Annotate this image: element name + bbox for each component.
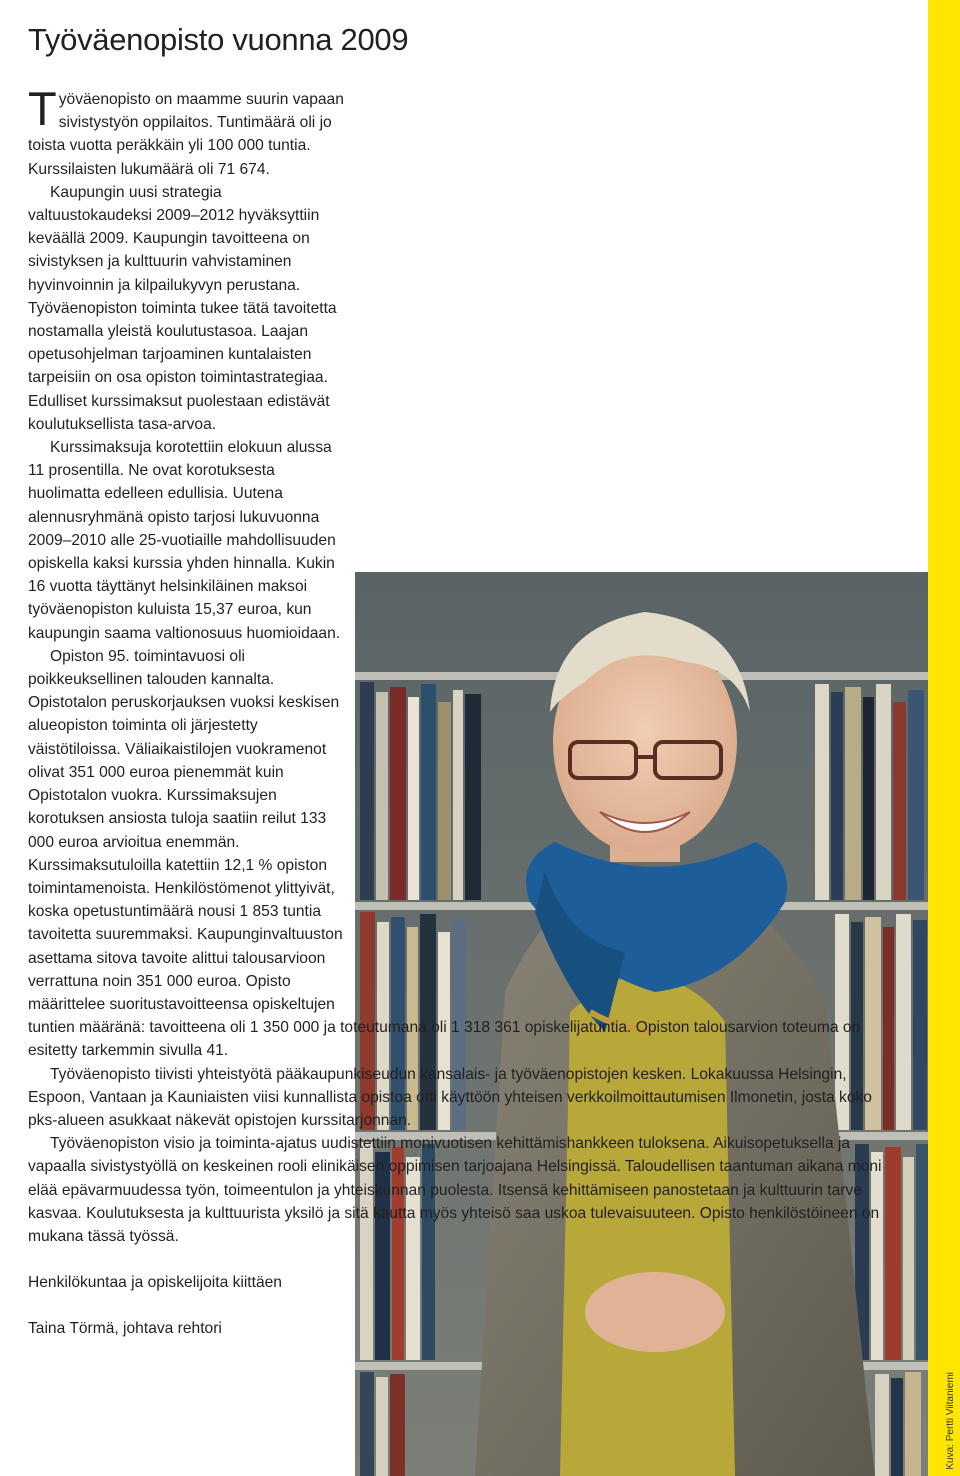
paragraph-strategy: Kaupungin uusi strategia valtuustokaudeksi 2009–2012 hyväksyttiin keväällä 2009. Kaupungin tavoitteena on sivistyksen ja kulttuurin vahvistaminen hyvinvoinnin ja kilpailukyvyn perustana. Työväenopiston toiminta tukee tätä tavoitetta nostamalla yleistä koulutustasoa. Laajan opetusohjelman tarjoaminen kuntalaisten tarpeisiin on osa opiston toimintastrategiaa. Edulliset kurssimaksut puolestaan edistävät koulutuksellista tasa-arvoa. [28, 183, 337, 433]
paragraph-cooperation: Työväenopisto tiivisti yhteistyötä pääkaupunkiseudun kansalais- ja työväenopistojen kesken. Lokakuussa Helsingin, Espoon, Vantaan ja Kauniaisten viisi kunnallista opistoa otti käyttöön yhteisen verkkoilmoittautumisen Ilmonetin, josta koko pks-alueen asukkaat näkevät opistojen kurssitarjonnan. [28, 1065, 872, 1129]
paragraph-intro: Työväenopisto on maamme suurin vapaan sivistystyön oppilaitos. Tuntimäärä oli jo toista vuotta peräkkäin yli 100 000 tuntia. Kurssilaisten lukumäärä oli 71 674. [28, 82, 344, 178]
paragraph-finances: Opiston 95. toimintavuosi oli poikkeuksellinen talouden kannalta. Opistotalon peruskorjauksen vuoksi keskisen alueopiston toiminta oli järjestetty väistötiloissa. Väliaikaistilojen vuokramenot olivat 351 000 euroa pienemmät kuin Opistotalon vuokra. Kurssimaksujen korotuksen ansiosta tuloja saatiin reilut 133 000 euroa arvioitua enemmän. Kurssimaksutuloilla katettiin 12,1 % opiston toimintamenoista. Henkilöstömenot ylittyivät, koska opetustuntimäärä nousi 1 853 tuntia tavoitetta suuremmaksi. Kaupunginvaltuuston asettama sitova tavoite alittui talousarvioon verrattuna noin 351 000 euroa. Opisto määrittelee suoritustavoitteensa opiskeltujen tuntien määränä: tavoitteena oli 1 350 000 ja toteutumana oli 1 318 361 opiskelijatuntia. Opiston talousarvion toteuma on esitetty tarkemmin sivulla 41. [28, 647, 861, 1060]
photo-text-wrap-spacer [359, 88, 931, 994]
photo-credit: Kuva: Pertti Viitaniemi [945, 1372, 956, 1470]
paragraph-vision: Työväenopiston visio ja toiminta-ajatus uudistettiin monivuotisen kehittämishankkeen tuloksena. Aikuisopetuksella ja vapaalla sivistystyöllä on keskeinen rooli elinikäisen oppimisen tarjoajana Helsingissä. Taloudellisen taantuman aikana moni elää epävarmuudessa työn, toimeentulon ja yhteiskunnan puolesta. Itsensä kehittämiseen panostetaan ja kulttuurin tarve kasvaa. Koulutuksesta ja kulttuurista yksilö ja sitä kautta myös yhteisö saa uskoa tulevaisuuteen. Opisto henkilöstöineen on mukana tässä työssä. [28, 1135, 882, 1245]
signature: Taina Törmä, johtava rehtori [28, 1320, 222, 1338]
page-title: Työväenopisto vuonna 2009 [28, 22, 409, 57]
paragraph-fees: Kurssimaksuja korotettiin elokuun alussa 11 prosentilla. Ne ovat korotuksesta huolimatta edelleen edullisia. Uutena alennusryhmänä opisto tarjosi lukuvuonna 2009–2010 alle 25-vuotiaille mahdollisuuden opiskella kaksi kurssia yhden hinnalla. Kukin 16 vuotta täyttänyt helsinkiläinen maksoi työväenopiston kuluista 15,37 euroa, kun kaupungin saama valtionosuus huomioidaan. [28, 439, 341, 642]
yellow-accent-bar [928, 0, 960, 1476]
closing-line: Henkilökuntaa ja opiskelijoita kiittäen [28, 1274, 282, 1292]
drop-cap: T [28, 82, 57, 135]
article-body [28, 82, 903, 1341]
